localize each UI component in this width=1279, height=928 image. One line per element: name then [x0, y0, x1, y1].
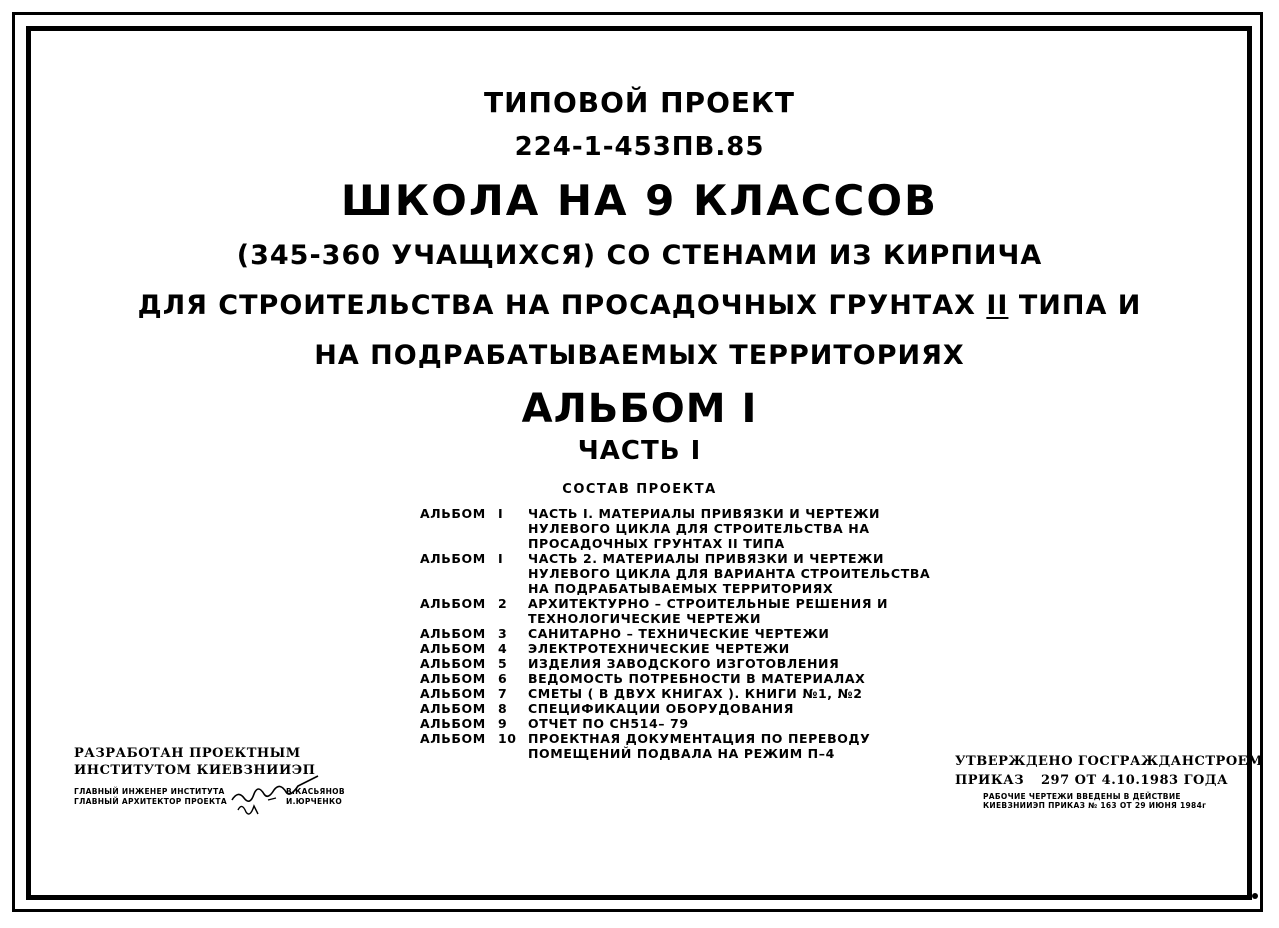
- prikaz-label: ПРИКАЗ: [955, 773, 1025, 788]
- album-label: АЛЬБОМ: [420, 716, 486, 731]
- album-description: СМЕТЫ ( В ДВУХ КНИГАХ ). КНИГИ №1, №2: [528, 686, 863, 701]
- approval-note: [983, 792, 1206, 810]
- album-description: АРХИТЕКТУРНО – СТРОИТЕЛЬНЫЕ РЕШЕНИЯ И: [528, 596, 889, 611]
- contents-heading: СОСТАВ ПРОЕКТА: [562, 482, 717, 497]
- album-number: 4: [498, 641, 508, 656]
- album-number: [498, 581, 528, 596]
- album-number: I: [498, 506, 504, 521]
- album-number: [498, 611, 528, 626]
- album-description: ПРОЕКТНАЯ ДОКУМЕНТАЦИЯ ПО ПЕРЕВОДУ: [528, 731, 871, 746]
- album-number: 8: [498, 701, 508, 716]
- album-number: [498, 746, 528, 761]
- contents-row: [420, 671, 930, 686]
- contents-row: [420, 536, 930, 551]
- approval-line-1: УТВЕРЖДЕНО ГОСГРАЖДАНСТРОЕМ: [955, 754, 1263, 769]
- contents-row: [420, 701, 930, 716]
- contents-row: [420, 731, 930, 746]
- album-number: 10: [498, 731, 517, 746]
- album-description: ПОМЕЩЕНИЙ ПОДВАЛА НА РЕЖИМ П–4: [528, 746, 835, 761]
- album-description: НУЛЕВОГО ЦИКЛА ДЛЯ СТРОИТЕЛЬСТВА НА: [528, 521, 870, 536]
- contents-row: [420, 581, 930, 596]
- album-label: [420, 611, 498, 626]
- subtitle-line-1: (345-360 УЧАЩИХСЯ) СО СТЕНАМИ ИЗ КИРПИЧА: [236, 240, 1043, 271]
- album-label: АЛЬБОМ: [420, 701, 486, 716]
- album-label: АЛЬБОМ: [420, 671, 486, 686]
- contents-row: [420, 716, 930, 731]
- subtitle-line-2: [0, 290, 1279, 321]
- contents-row: [420, 626, 930, 641]
- contents-row: [420, 746, 930, 761]
- album-description: ЭЛЕКТРОТЕХНИЧЕСКИЕ ЧЕРТЕЖИ: [528, 641, 790, 656]
- approval-note-line-1: РАБОЧИЕ ЧЕРТЕЖИ ВВЕДЕНЫ В ДЕЙСТВИЕ: [983, 792, 1181, 801]
- album-label: АЛЬБОМ: [420, 731, 486, 746]
- project-type: ТИПОВОЙ ПРОЕКТ: [484, 86, 795, 119]
- album-title: АЛЬБОМ I: [521, 386, 758, 432]
- signatures: [74, 787, 345, 807]
- contents-row: [420, 656, 930, 671]
- album-label: [420, 536, 498, 551]
- contents-row: [420, 611, 930, 626]
- album-description: ВЕДОМОСТЬ ПОТРЕБНОСТИ В МАТЕРИАЛАХ: [528, 671, 866, 686]
- album-description: СПЕЦИФИКАЦИИ ОБОРУДОВАНИЯ: [528, 701, 794, 716]
- album-number: 3: [498, 626, 508, 641]
- album-number: 7: [498, 686, 508, 701]
- developer-line-2: ИНСТИТУТОМ КИЕВЗНИИЭП: [74, 763, 316, 778]
- album-label: [420, 581, 498, 596]
- album-label: АЛЬБОМ: [420, 641, 486, 656]
- album-description: ТЕХНОЛОГИЧЕСКИЕ ЧЕРТЕЖИ: [528, 611, 762, 626]
- handwritten-signature-icon: [228, 770, 328, 820]
- soil-type: II: [986, 290, 1009, 321]
- approval-note-line-2: КИЕВЗНИИЭП ПРИКАЗ № 163 ОТ 29 ИЮНЯ 1984г: [983, 801, 1207, 810]
- contents-row: [420, 506, 930, 521]
- chief-architect-role: ГЛАВНЫЙ АРХИТЕКТОР ПРОЕКТА: [74, 797, 227, 806]
- album-label: АЛЬБОМ: [420, 596, 486, 611]
- developer-line-1: РАЗРАБОТАН ПРОЕКТНЫМ: [74, 746, 301, 761]
- approval-line-2: [955, 771, 1263, 790]
- contents-row: [420, 521, 930, 536]
- chief-engineer-name: В.КАСЬЯНОВ: [286, 787, 345, 796]
- album-label: АЛЬБОМ: [420, 656, 486, 671]
- album-description: ЧАСТЬ 2. МАТЕРИАЛЫ ПРИВЯЗКИ И ЧЕРТЕЖИ: [528, 551, 885, 566]
- album-label: АЛЬБОМ: [420, 506, 486, 521]
- album-label: [420, 521, 498, 536]
- album-description: ПРОСАДОЧНЫХ ГРУНТАХ II ТИПА: [528, 536, 785, 551]
- subtitle-line-3: НА ПОДРАБАТЫВАЕМЫХ ТЕРРИТОРИЯХ: [314, 340, 965, 371]
- prikaz-text: 297 ОТ 4.10.1983 ГОДА: [1041, 773, 1229, 788]
- subtitle-line-2-pre: ДЛЯ СТРОИТЕЛЬСТВА НА ПРОСАДОЧНЫХ ГРУНТАХ: [137, 290, 976, 321]
- album-label: АЛЬБОМ: [420, 626, 486, 641]
- album-label: [420, 566, 498, 581]
- album-number: 9: [498, 716, 508, 731]
- album-description: ОТЧЕТ ПО СН514– 79: [528, 716, 689, 731]
- album-description: НА ПОДРАБАТЫВАЕМЫХ ТЕРРИТОРИЯХ: [528, 581, 834, 596]
- contents-row: [420, 686, 930, 701]
- album-label: АЛЬБОМ: [420, 551, 486, 566]
- chief-engineer-role: ГЛАВНЫЙ ИНЖЕНЕР ИНСТИТУТА: [74, 787, 225, 796]
- album-number: [498, 536, 528, 551]
- album-description: САНИТАРНО – ТЕХНИЧЕСКИЕ ЧЕРТЕЖИ: [528, 626, 830, 641]
- project-title: ШКОЛА НА 9 КЛАССОВ: [340, 176, 939, 225]
- album-description: ИЗДЕЛИЯ ЗАВОДСКОГО ИЗГОТОВЛЕНИЯ: [528, 656, 840, 671]
- subtitle-line-2-post: ТИПА И: [1018, 290, 1142, 321]
- contents-row: [420, 551, 930, 566]
- album-number: [498, 566, 528, 581]
- chief-architect-name: И.ЮРЧЕНКО: [286, 797, 343, 806]
- album-number: I: [498, 551, 504, 566]
- album-number: [498, 521, 528, 536]
- contents-row: [420, 596, 930, 611]
- album-label: [420, 746, 498, 761]
- album-number: 6: [498, 671, 508, 686]
- contents-row: [420, 641, 930, 656]
- project-code: 224-1-453ПВ.85: [514, 132, 765, 162]
- album-label: АЛЬБОМ: [420, 686, 486, 701]
- contents-row: [420, 566, 930, 581]
- part-title: ЧАСТЬ I: [577, 436, 702, 466]
- approval-block: [955, 752, 1263, 790]
- album-description: НУЛЕВОГО ЦИКЛА ДЛЯ ВАРИАНТА СТРОИТЕЛЬСТВА: [528, 566, 931, 581]
- album-number: 5: [498, 656, 508, 671]
- corner-dot: [1252, 893, 1258, 899]
- album-description: ЧАСТЬ I. МАТЕРИАЛЫ ПРИВЯЗКИ И ЧЕРТЕЖИ: [528, 506, 881, 521]
- album-number: 2: [498, 596, 508, 611]
- contents-list: [420, 506, 930, 761]
